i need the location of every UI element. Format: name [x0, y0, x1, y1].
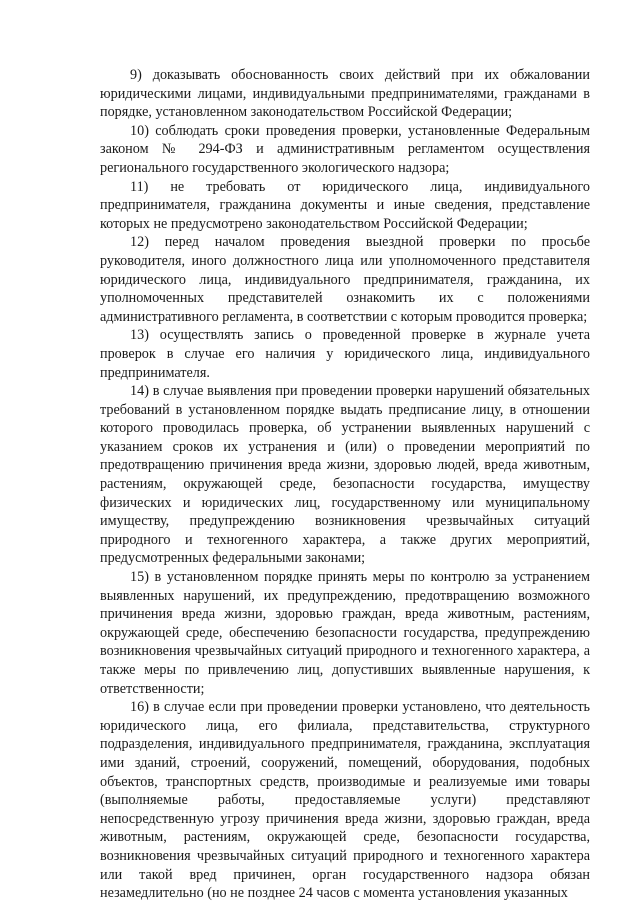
paragraph-16: 16) в случае если при проведении проверки установлено, что деятельность юридического лица, его филиала, представительства, структурного подразделения, индивидуального предпринимателя, гражданина, эксплуатация ими зданий, строений, сооружений, помещений, оборудования, подобных объектов, транспортных средств, производимые и реализуемые ими товары (выполняемые работы, предоставляемые услуги) представляют непосредственную угрозу причинения вреда жизни, здоровью граждан, вреда животным, растениям, окружающей среде, безопасности государства, возникновения чрезвычайных ситуаций природного и техногенного характера или такой вред причинен, орган государственного надзора обязан незамедлительно (но не позднее 24 часов с момента установления указанных — [100, 699, 590, 902]
paragraph-12: 12) перед началом проведения выездной проверки по просьбе руководителя, иного должностного лица или уполномоченного представителя юридического лица, индивидуального предпринимателя, гражданина, их уполномоченных представителей ознакомить их с положениями административного регламента, в соответствии с которым проводится проверка; — [100, 234, 590, 325]
paragraph-15: 15) в установленном порядке принять меры по контролю за устранением выявленных нарушений, их предупреждению, предотвращению возможного причинения вреда жизни, здоровью граждан, вреда животным, растениям, окружающей среде, обеспечению безопасности государства, предупреждению возникновения чрезвычайных ситуаций природного и техногенного характера, а также меры по привлечению лиц, допустивших выявленные нарушения, к ответственности; — [100, 569, 590, 697]
paragraph-10: 10) соблюдать сроки проведения проверки, установленные Федеральным законом № 294-ФЗ и административным регламентом осуществления регионального государственного экологического надзора; — [100, 122, 590, 176]
paragraph-13: 13) осуществлять запись о проведенной проверке в журнале учета проверок в случае его наличия у юридического лица, индивидуального предпринимателя. — [100, 327, 590, 381]
document-body — [100, 66, 590, 903]
paragraph-11: 11) не требовать от юридического лица, индивидуального предпринимателя, гражданина документы и иные сведения, представление которых не предусмотрено законодательством Российской Федерации; — [100, 178, 590, 232]
paragraph-14: 14) в случае выявления при проведении проверки нарушений обязательных требований в установленном порядке выдать предписание лицу, в отношении которого проводилась проверка, об устранении выявленных нарушений с указанием сроков их устранения и (или) о проведении мероприятий по предотвращению причинения вреда жизни, здоровью людей, вреда животным, растениям, окружающей среде, безопасности государства, имуществу физических и юридических лиц, государственному или муниципальному имуществу, предупреждению возникновения чрезвычайных ситуаций природного и техногенного характера, а также других мероприятий, предусмотренных федеральными законами; — [100, 383, 590, 567]
paragraph-9: 9) доказывать обоснованность своих действий при их обжаловании юридическими лицами, индивидуальными предпринимателями, гражданами в порядке, установленном законодательством Российской Федерации; — [100, 67, 590, 121]
